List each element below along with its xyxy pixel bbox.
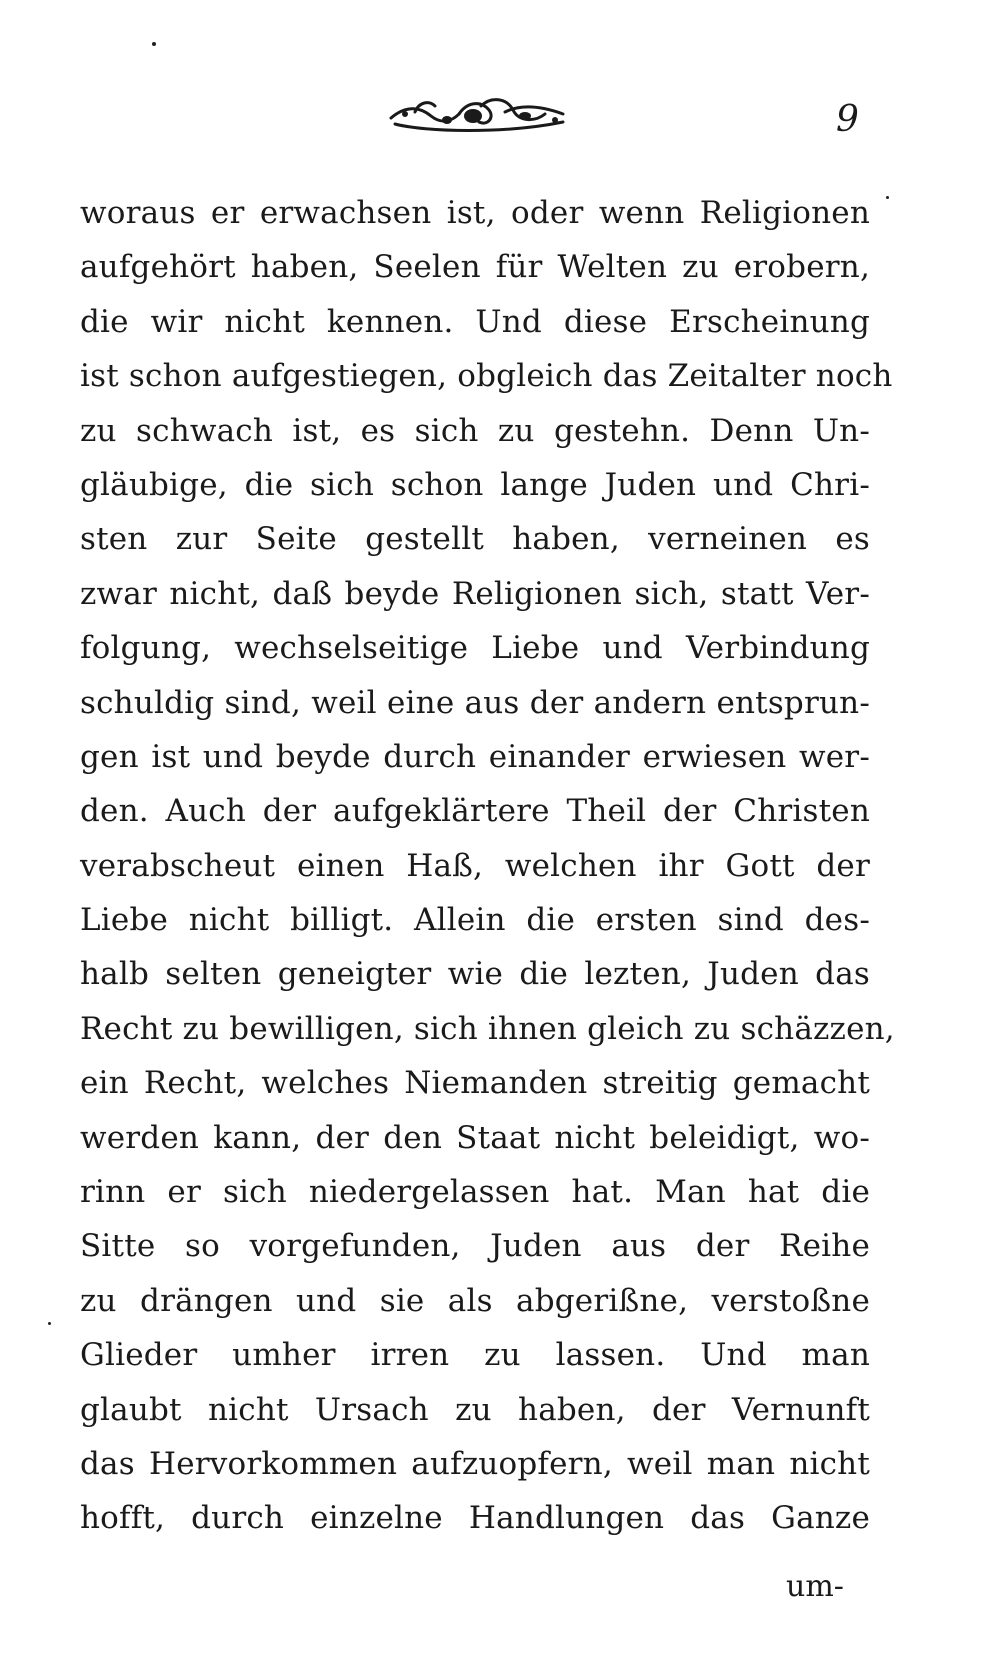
catchword: um-	[786, 1569, 844, 1604]
text-line: schuldig sind, weil eine aus der andern entsprun-	[80, 684, 870, 721]
text-line: woraus er erwachsen ist, oder wenn Religionen	[80, 195, 870, 231]
text-line: Recht zu bewilligen, sich ihnen gleich zu schäzzen,	[80, 1010, 895, 1047]
print-speck	[152, 42, 156, 46]
text-line: zwar nicht, daß beyde Religionen sich, statt Ver-	[80, 575, 870, 612]
text-line: Glieder umher irren zu lassen. Und man	[80, 1337, 870, 1374]
text-line: gen ist und beyde durch einander erwiesen wer-	[80, 738, 870, 775]
text-line: ein Recht, welches Niemanden streitig gemacht	[80, 1065, 870, 1102]
text-line: Sitte so vorgefunden, Juden aus der Reihe	[80, 1228, 870, 1265]
text-line: verabscheut einen Haß, welchen ihr Gott der	[80, 847, 870, 884]
text-line: das Hervorkommen aufzuopfern, weil man nicht	[80, 1445, 870, 1482]
body-text	[80, 186, 895, 1546]
printers-ornament-icon	[385, 92, 570, 140]
page-number: 9	[836, 99, 859, 140]
text-line: gläubige, die sich schon lange Juden und Chri-	[80, 466, 870, 503]
text-line: aufgehört haben, Seelen für Welten zu erobern,	[80, 249, 870, 286]
text-line: den. Auch der aufgeklärtere Theil der Christen	[80, 793, 870, 830]
print-speck	[886, 196, 889, 199]
text-line: glaubt nicht Ursach zu haben, der Vernunft	[80, 1391, 870, 1428]
text-line: zu schwach ist, es sich zu gestehn. Denn Un-	[80, 412, 870, 449]
text-line: zu drängen und sie als abgerißne, verstoßne	[80, 1282, 870, 1319]
text-line: folgung, wechselseitige Liebe und Verbindung	[80, 630, 870, 667]
text-line: sten zur Seite gestellt haben, verneinen es	[80, 521, 870, 558]
text-line: ist schon aufgestiegen, obgleich das Zeitalter noch	[80, 358, 893, 395]
text-line: hofft, durch einzelne Handlungen das Ganze	[80, 1500, 870, 1537]
text-line: rinn er sich niedergelassen hat. Man hat die	[80, 1174, 870, 1211]
text-line: die wir nicht kennen. Und diese Erscheinung	[80, 303, 870, 340]
text-line: halb selten geneigter wie die lezten, Juden das	[80, 956, 870, 993]
text-line: Liebe nicht billigt. Allein die ersten sind des-	[80, 902, 870, 939]
text-line: werden kann, der den Staat nicht beleidigt, wo-	[80, 1119, 870, 1156]
print-speck	[48, 1322, 51, 1325]
